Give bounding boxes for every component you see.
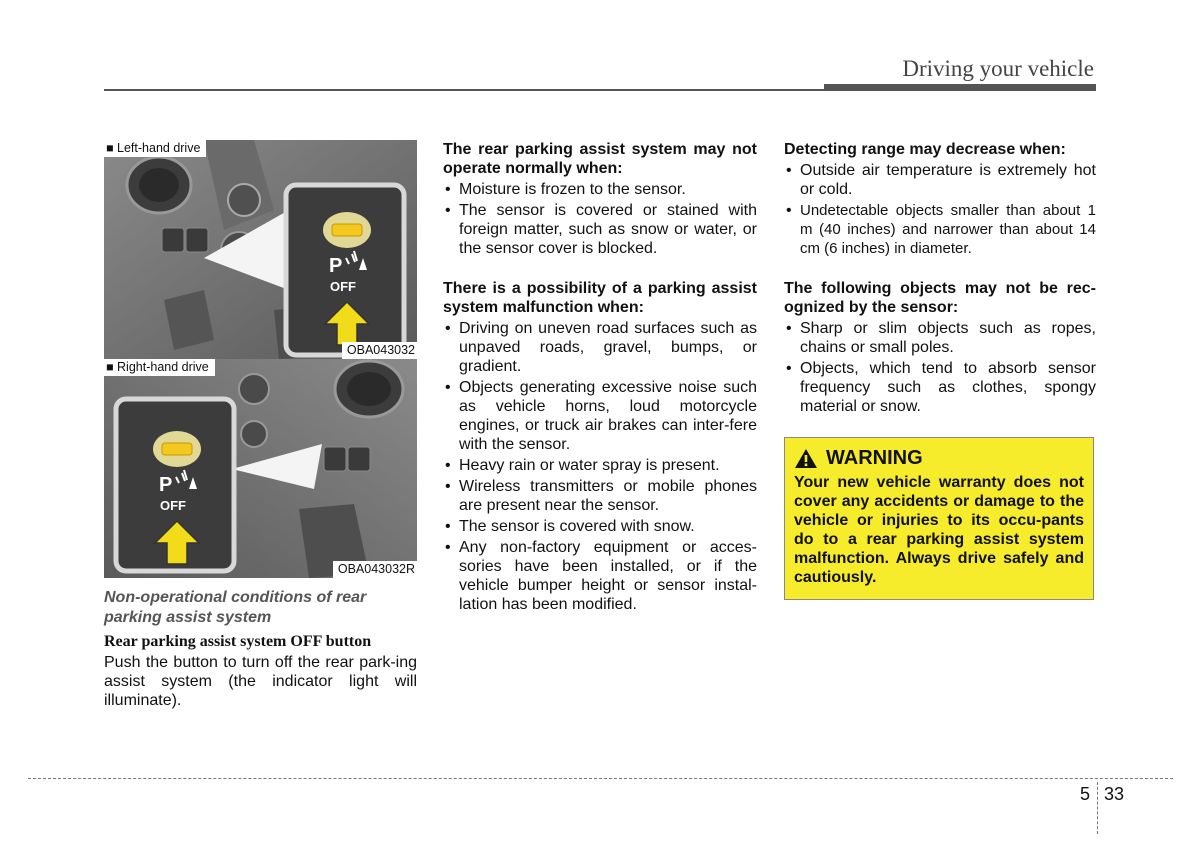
page-number: 33	[1104, 784, 1125, 804]
header-rule-accent	[824, 84, 1096, 90]
svg-text:OFF: OFF	[330, 279, 356, 294]
page-number-divider	[1097, 782, 1098, 834]
list-item: • Objects, which tend to absorb sensor frequency such as clothes, spongy material or snow.	[786, 360, 1096, 415]
footer-rule	[28, 778, 1173, 779]
warning-title-text: WARNING	[826, 447, 923, 469]
svg-text:P: P	[159, 474, 173, 496]
bullet-list	[443, 180, 757, 258]
list-item: • Any non-factory equipment or acces-sories have been installed, or if the vehicle bumper height or sensor instal-lation has been modified.	[445, 539, 757, 613]
warning-box	[784, 437, 1094, 600]
section-heading: The rear parking assist system may not operate normally when:	[443, 141, 757, 177]
bullet-list	[784, 161, 1096, 258]
figure-code: OBA043032R	[333, 561, 417, 578]
off-button-description: Push the button to turn off the rear park-ing assist system (the indicator light will illuminate).	[104, 654, 417, 709]
dashboard-photo-rhd	[104, 359, 417, 578]
off-button-heading: Rear parking assist system OFF button	[104, 633, 372, 650]
section-heading: There is a possibility of a parking assist system malfunction when:	[443, 280, 757, 316]
figure-caption: Non-operational conditions of rear parking assist system	[104, 589, 367, 626]
svg-text:OFF: OFF	[160, 498, 186, 513]
section-heading: Detecting range may decrease when:	[784, 141, 1066, 158]
column-right	[784, 140, 1096, 600]
figure-tag: ■ Right-hand drive	[104, 359, 215, 376]
button-p-label: P	[329, 255, 343, 277]
list-item: • Undetectable objects smaller than about 1 m (40 inches) and narrower than about 14 cm (6 inches) in diameter.	[786, 202, 1096, 257]
list-item: • The sensor is covered or stained with foreign matter, such as snow or water, or the sensor cover is blocked.	[445, 202, 757, 257]
column-middle	[443, 140, 757, 635]
dashboard-photo-lhd	[104, 140, 417, 359]
warning-title	[794, 448, 1084, 469]
list-item: • Outside air temperature is extremely hot or cold.	[786, 162, 1096, 198]
figure-tag: ■ Left-hand drive	[104, 140, 206, 157]
list-item: • Objects generating excessive noise such as vehicle horns, loud motorcycle engines, or truck air brakes can inter-fere with the sensor.	[445, 379, 757, 453]
column-left	[104, 140, 417, 710]
figure-left-hand-drive	[104, 140, 417, 359]
list-item: • Heavy rain or water spray is present.	[445, 457, 720, 474]
figure-code: OBA043032	[342, 342, 417, 359]
warning-text: Your new vehicle warranty does not cover any accidents or damage to the vehicle or injuries to its occu-pants do to a rear parking assist system malfunction. Always drive safely and cautiously.	[794, 474, 1084, 586]
figure-right-hand-drive	[104, 359, 417, 578]
list-item: • Driving on uneven road surfaces such as unpaved roads, gravel, bumps, or gradient.	[445, 320, 757, 375]
bullet-list	[784, 319, 1096, 416]
bullet-list	[443, 319, 757, 614]
warning-icon	[794, 448, 818, 469]
list-item: • Sharp or slim objects such as ropes, chains or small poles.	[786, 320, 1096, 356]
list-item: • Moisture is frozen to the sensor.	[445, 181, 686, 198]
header-title: Driving your vehicle	[902, 56, 1094, 81]
section-number: 5	[1080, 784, 1091, 804]
list-item: • Wireless transmitters or mobile phones are present near the sensor.	[445, 478, 757, 514]
section-heading: The following objects may not be rec-ognized by the sensor:	[784, 280, 1096, 316]
list-item: • The sensor is covered with snow.	[445, 518, 695, 535]
